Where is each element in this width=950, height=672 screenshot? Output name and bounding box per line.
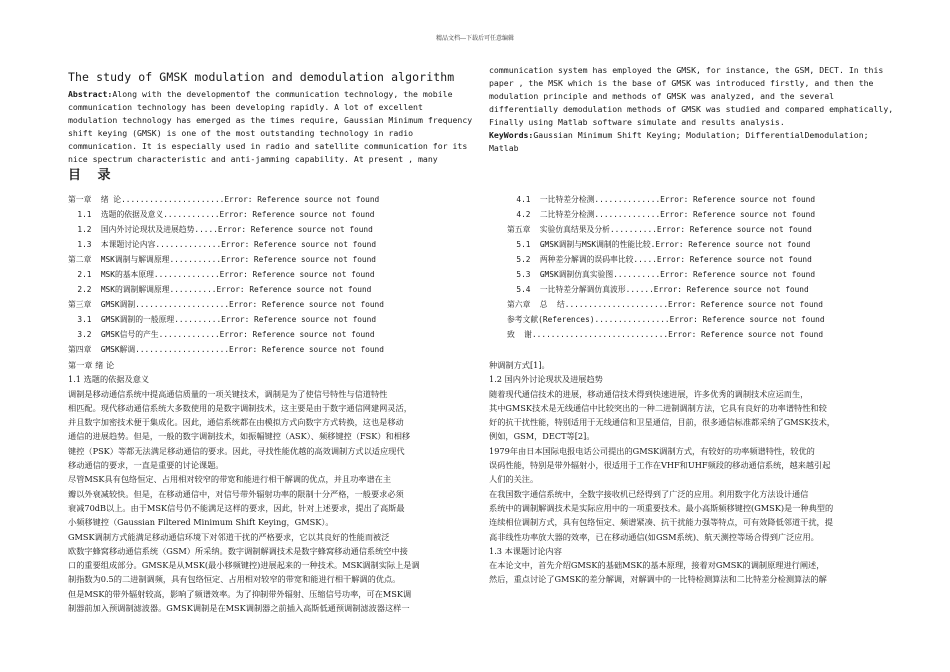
body-line: 1979年由日本国际电报电话公司提出的GMSK调制方式，有较好的功率频谱特性，较优的 <box>489 445 815 456</box>
toc-entry: 2.1 MSK的基本原理..............Error: Reference source not found <box>68 270 375 279</box>
toc-entry: 4.2 二比特差分检测..............Error: Reference source not found <box>507 210 816 219</box>
abstract-line: Abstract:Along with the developmentof the communication technology, the mobile <box>68 89 453 99</box>
abstract-line: nice spectrum characteristic and anti-jamming capability. At present , many <box>68 154 438 164</box>
body-line: 种调制方式[1]。 <box>489 360 550 370</box>
toc-entry: 5.3 GMSK调制仿真实验图..........Error: Reference source not found <box>507 270 816 279</box>
body-line: 然后，重点讨论了GMSK的差分解调，对解调中的一比特检测算法和二比特差分检测算法的解 <box>489 574 827 585</box>
body-line: 1.2 国内外讨论现状及进展趋势 <box>489 374 603 385</box>
body-line: 1.3 本课题讨论内容 <box>489 545 562 556</box>
toc-entry: 5.1 GMSK调制与MSK调制的性能比较.Error: Reference source not found <box>507 240 811 249</box>
toc-entry: 致 谢.............................Error: Reference source not found <box>507 330 824 339</box>
toc-entry: 5.4 一比特差分解调仿真波形......Error: Reference source not found <box>507 285 809 294</box>
toc-entry: 1.2 国内外讨论现状及进展趋势.....Error: Reference source not found <box>68 225 373 234</box>
body-line: 1.1 选题的依据及意义 <box>68 374 150 385</box>
body-left-column <box>68 358 478 615</box>
body-line: 制指数为0.5的二进制调频，具有包络恒定、占用相对较窄的带宽和能进行相干解调的优点。 <box>68 574 401 585</box>
body-line: 口的重要组成部分。GMSK是从MSK(最小移频键控)进展起来的一种技术。MSK调制实际上是调 <box>68 560 420 571</box>
toc-entry: 1.1 选题的依据及意义............Error: Reference source not found <box>68 210 375 219</box>
body-line: 通信的进展趋势。但是，一般的数字调制技术，如振幅键控（ASK）、频移键控（FSK）和相移 <box>68 431 411 442</box>
body-line: 欧数字蜂窝移动通信系统（GSM）所采纳。数字调制解调技术是数字蜂窝移动通信系统空中接 <box>68 545 408 556</box>
toc-left <box>68 192 384 357</box>
abstract-line: communication. It is especially used in radio and satellite communication for its <box>68 141 468 151</box>
body-line: 小频移键控（Gaussian Filtered Minimum Shift Keying，GMSK）。 <box>68 517 334 528</box>
abstract-right <box>489 64 893 155</box>
body-line: 误码性能，特别是带外辐射小，很适用于工作在VHF和UHF频段的移动通信系统，越来越引起 <box>489 460 831 471</box>
abstract-left <box>68 88 472 166</box>
body-line: 高非线性功率放大器的效率，已在移动通信(如GSM系统)、航天测控等场合得到广泛应用。 <box>489 531 819 542</box>
body-line: 衰减70dB以上。由于MSK信号仍不能满足这样的要求，因此，针对上述要求，提出了高斯最 <box>68 502 405 513</box>
toc-entry: 第一章 绪 论......................Error: Reference source not found <box>68 195 380 204</box>
body-right-column <box>489 358 899 587</box>
toc-entry: 第三章 GMSK调制....................Error: Reference source not found <box>68 300 384 309</box>
body-line: 其中GMSK技术是无线通信中比较突出的一种二进制调制方法，它具有良好的功率谱特性和较 <box>489 402 827 413</box>
keywords-label: KeyWords: <box>489 130 534 140</box>
body-line: 在我国数字通信系统中，全数字接收机已经得到了广泛的应用。利用数字化方法设计通信 <box>489 488 809 499</box>
abstract-line: shift keying (GMSK) is one of the most outstanding technology in radio <box>68 128 414 138</box>
body-line: 人们的关注。 <box>489 474 539 485</box>
toc-heading: 目 录 <box>68 168 117 183</box>
toc-entry: 2.2 MSK的调制解调原理..........Error: Reference source not found <box>68 285 372 294</box>
body-line: GMSK调制方式能满足移动通信环境下对邻道干扰的严格要求，它以其良好的性能而被泛 <box>68 531 390 542</box>
toc-entry: 第四章 GMSK解调....................Error: Reference source not found <box>68 345 384 354</box>
body-line: 但是MSK的带外辐射较高，影响了频谱效率。为了抑制带外辐射、压缩信号功率，可在MSK调 <box>68 588 412 599</box>
body-line: 在本论文中，首先介绍GMSK的基础MSK的基本原理，接着对GMSK的调制原理进行阐述， <box>489 560 825 571</box>
body-line: 连续相位调制方式，具有包络恒定、频谱紧凑、抗干扰能力强等特点，可有效降低邻道干扰，提 <box>489 517 833 528</box>
body-line: 随着现代通信技术的进展，移动通信技术得到快速进展，许多优秀的调制技术应运而生， <box>489 388 809 399</box>
page-header: 精品文档---下载后可任意编辑 <box>435 35 515 42</box>
abstract-line: Finally using Matlab software simulate and results analysis. <box>489 117 785 127</box>
abstract-line: modulation principle and methods of GMSK was analyzed, and the several <box>489 91 835 101</box>
paper-title: The study of GMSK modulation and demodulation algorithm <box>68 70 455 84</box>
toc-entry: 3.1 GMSK调制的一般原理..........Error: Reference source not found <box>68 315 377 324</box>
toc-entry: 第六章 总 结......................Error: Reference source not found <box>507 300 823 309</box>
body-line: 移动通信的要求，一直是重要的讨论课题。 <box>68 460 224 471</box>
body-line: 相匹配。现代移动通信系统大多数使用的是数字调制技术，这主要是由于数字通信网建网灵活， <box>68 402 412 413</box>
abstract-line: paper , the MSK which is the base of GMSK was introduced firstly, and then the <box>489 78 874 88</box>
toc-entry: 5.2 两种差分解调的误码率比较.....Error: Reference source not found <box>507 255 812 264</box>
body-line: 系统中的调制解调技术是实际应用中的一项重要技术。最小高斯频移键控(GMSK)是一种典型的 <box>489 502 834 513</box>
toc-entry: 3.2 GMSK信号的产生.............Error: Reference source not found <box>68 330 375 339</box>
body-line: 瓣以外衰减较快。但是，在移动通信中，对信号带外辐射功率的限制十分严格，一般要求必须 <box>68 488 404 499</box>
toc-entry: 第二章 MSK调制与解调原理...........Error: Reference source not found <box>68 255 376 264</box>
body-line: 好的抗干扰性能，特别适用于无线通信和卫星通信，目前，很多通信标准都采纳了GMSK技术， <box>489 417 835 428</box>
abstract-line: communication system has employed the GMSK, for instance, the GSM, DECT. In this <box>489 65 884 75</box>
abstract-line: modulation technology has emerged as the times require, Gaussian Minimum frequency <box>68 115 473 125</box>
toc-entry: 4.1 一比特差分检测..............Error: Reference source not found <box>507 195 816 204</box>
body-line: 调制是移动通信系统中提高通信质量的一项关键技术，调制是为了使信号特性与信道特性 <box>68 388 388 399</box>
toc-entry: 第五章 实验仿真结果及分析..........Error: Reference source not found <box>507 225 812 234</box>
body-line: 尽管MSK具有包络恒定、占用相对较窄的带宽和能进行相干解调的优点，并且功率谱在主 <box>68 474 392 485</box>
abstract-line: differentially demodulation methods of GMSK was studied and compared emphatically, <box>489 104 894 114</box>
body-line: 例如，GSM，DECT等[2]。 <box>489 431 595 442</box>
keywords-line: KeyWords:Gaussian Minimum Shift Keying; Modulation; DifferentialDemodulation; <box>489 130 869 140</box>
body-line: 制器前加入预调制滤波器。GMSK调制是在MSK调制器之前插入高斯低通预调制滤波器这样一 <box>68 603 410 614</box>
abstract-label: Abstract: <box>68 89 113 99</box>
body-line: 第一章 绪 论 <box>68 360 115 370</box>
keywords-line: Matlab <box>489 143 519 153</box>
body-line: 并且数字加密技术便于集成化。因此，通信系统都在由模拟方式向数字方式转换，这也是移动 <box>68 417 404 428</box>
toc-right <box>507 192 825 342</box>
toc-entry: 参考文献(References)................Error: Reference source not found <box>507 315 825 324</box>
toc-entry: 1.3 本课题讨论内容..............Error: Reference source not found <box>68 240 377 249</box>
abstract-line: communication technology has been developing rapidly. A lot of excellent <box>68 102 423 112</box>
body-line: 键控（PSK）等都无法满足移动通信的要求。因此，寻找性能优越的高效调制方式以适应现代 <box>68 445 405 456</box>
